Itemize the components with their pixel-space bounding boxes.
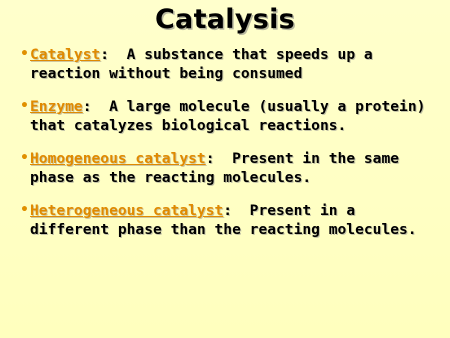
bullet-item-homogeneous-catalyst bbox=[20, 149, 442, 187]
bullet-item-catalyst bbox=[20, 45, 442, 83]
slide-title: Catalysis bbox=[154, 4, 296, 35]
bullet-dot-icon: • bbox=[20, 98, 29, 114]
bullet-dot-icon: • bbox=[20, 46, 29, 62]
definition-heterogeneous-catalyst: Present in a different phase than the reacting molecules. bbox=[30, 202, 417, 238]
term-catalyst: Catalyst bbox=[30, 46, 101, 63]
bullet-dot-icon: • bbox=[20, 150, 29, 166]
term-colon: : bbox=[82, 98, 92, 115]
definition-homogeneous-catalyst: Present in the same phase as the reacting molecules. bbox=[30, 150, 408, 186]
term-heterogeneous-catalyst: Heterogeneous catalyst bbox=[30, 202, 224, 219]
term-colon: : bbox=[223, 202, 233, 219]
term-homogeneous-catalyst: Homogeneous catalyst bbox=[30, 150, 206, 167]
term-enzyme: Enzyme bbox=[30, 98, 83, 115]
bullet-list bbox=[20, 45, 442, 253]
bullet-item-heterogeneous-catalyst bbox=[20, 201, 442, 239]
bullet-dot-icon: • bbox=[20, 202, 29, 218]
definition-catalyst: A substance that speeds up a reaction without being consumed bbox=[30, 46, 382, 82]
term-colon: : bbox=[100, 46, 110, 63]
term-colon: : bbox=[205, 150, 215, 167]
definition-enzyme: A large molecule (usually a protein) that catalyzes biological reactions. bbox=[30, 98, 435, 134]
bullet-item-enzyme bbox=[20, 97, 442, 135]
